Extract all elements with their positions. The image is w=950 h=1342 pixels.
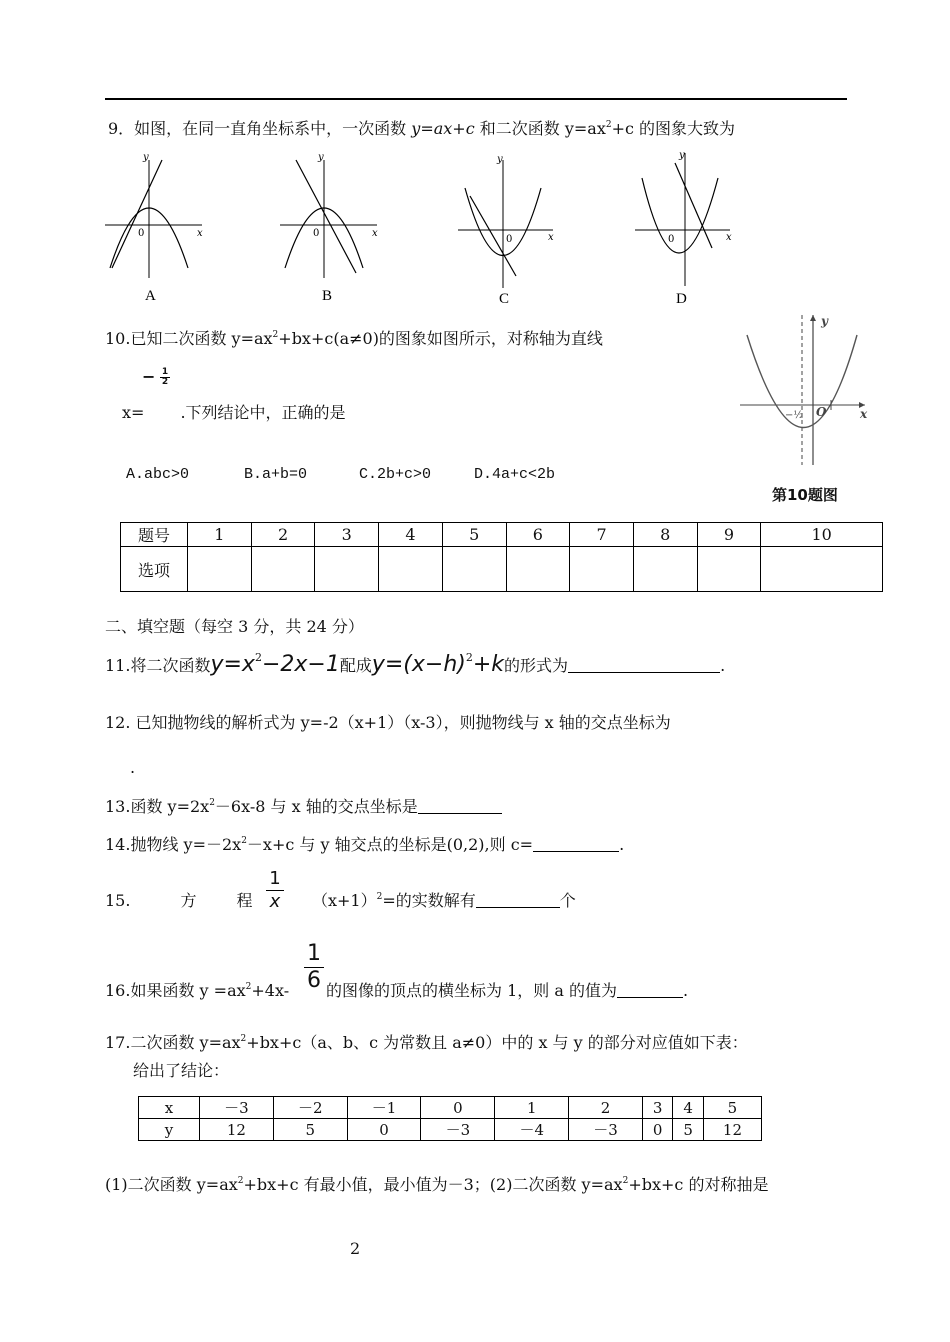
q14-answer-blank[interactable] bbox=[533, 835, 619, 852]
svg-text:−½: −½ bbox=[785, 410, 804, 421]
q13-text: 13.函数 $y=2x^2-6x-8$ 与 x 轴的交点坐标是 bbox=[105, 796, 502, 818]
answer-table bbox=[120, 522, 883, 592]
q16-text-rest: 的图像的顶点的横坐标为 1，则 a 的值为 . bbox=[326, 981, 689, 1000]
q9-option-graphs bbox=[100, 148, 740, 313]
q11-text: 11.将二次函数$y=x^2-2x-1$配成$y=(x-h)^2+k$的形式为 . bbox=[105, 651, 726, 677]
svg-text:y: y bbox=[143, 152, 149, 163]
option-c-graph bbox=[458, 154, 554, 307]
q17-y-row: y 12 5 0 －3 －4 －3 0 5 12 bbox=[139, 1119, 762, 1141]
option-b-graph bbox=[280, 152, 378, 304]
section2-title: 二、填空题（每空 3 分，共 24 分） bbox=[105, 617, 364, 636]
q17-x-row: x －3 －2 －1 0 1 2 3 4 5 bbox=[139, 1097, 762, 1119]
q17-value-table bbox=[138, 1096, 762, 1141]
q10-fraction: − 1 2 bbox=[142, 367, 169, 387]
option-b-label: B bbox=[322, 288, 333, 304]
option-a-label: A bbox=[145, 288, 156, 304]
svg-text:y: y bbox=[821, 314, 828, 328]
q11-answer-blank[interactable] bbox=[568, 656, 720, 673]
option-c-label: C bbox=[499, 291, 510, 307]
option-d-label: D bbox=[676, 291, 687, 307]
q14-text: 14.抛物线 $y=-2x^2-x+c$ 与 y 轴交点的坐标是(0,2),则 c= . bbox=[105, 835, 625, 854]
q12-end: . bbox=[130, 758, 136, 777]
q15-text: 15. 方 程 bbox=[105, 891, 253, 910]
svg-text:y: y bbox=[497, 154, 503, 165]
svg-text:y: y bbox=[679, 150, 685, 161]
svg-text:x: x bbox=[372, 228, 378, 239]
svg-text:0: 0 bbox=[138, 228, 145, 239]
svg-text:0: 0 bbox=[313, 228, 320, 239]
q10-figure bbox=[735, 310, 875, 475]
svg-text:x: x bbox=[726, 232, 732, 243]
q9-text: 9．如图，在同一直角坐标系中，一次函数 y=ax+c 和二次函数 $y=ax^2+c$ 的图象大致为 bbox=[108, 119, 736, 138]
option-a-graph bbox=[105, 152, 203, 304]
q10-figure-caption: 第10题图 bbox=[772, 486, 838, 504]
answer-table-option-row: 选项 bbox=[121, 547, 883, 592]
q16-text: 16.如果函数 $y =ax^2+4x-$ bbox=[105, 981, 290, 1000]
q16-fraction: 1 6 bbox=[304, 941, 324, 994]
q17-conclusion: (1)二次函数 $y=ax^2+bx+c$ 有最小值，最小值为－3；(2)二次函数 $y=ax^2+bx+c$ 的对称抽是 bbox=[105, 1175, 769, 1194]
svg-text:x: x bbox=[860, 407, 868, 421]
header-rule bbox=[105, 98, 847, 100]
q12-text: 12. 已知抛物线的解析式为 y=-2（x+1）（x-3），则抛物线与 x 轴的交点坐标为 bbox=[105, 713, 671, 732]
q10-text-line1: 10.已知二次函数 $y=ax^2+bx+c(a\ne 0)$的图象如图所示，对称轴为直线 bbox=[105, 329, 603, 348]
q17-text-line1: 17.二次函数 $y=ax^2+bx+c(a$、b、c 为常数且 a≠0）中的 x 与 y 的部分对应值如下表： bbox=[105, 1033, 748, 1052]
svg-text:x: x bbox=[548, 232, 554, 243]
q13-answer-blank[interactable] bbox=[418, 797, 502, 814]
q15-fraction: 1 x bbox=[266, 868, 284, 913]
answer-table-header-row: 题号 1 2 3 4 5 6 7 8 9 10 bbox=[121, 523, 883, 547]
q15-answer-blank[interactable] bbox=[476, 891, 560, 908]
svg-text:0: 0 bbox=[506, 234, 513, 245]
q10-choices: A.abc>0 B.a+b=0 C.2b+c>0 D.4a+c<2b bbox=[126, 466, 556, 483]
svg-text:y: y bbox=[318, 152, 324, 163]
page-number: 2 bbox=[350, 1239, 361, 1258]
q17-text-line2: 给出了结论： bbox=[133, 1061, 230, 1080]
svg-text:x: x bbox=[197, 228, 203, 239]
svg-text:0: 0 bbox=[668, 234, 675, 245]
q10-text-line2: x= .下列结论中，正确的是 bbox=[122, 403, 346, 422]
svg-text:O: O bbox=[816, 405, 827, 419]
q15-text-rest: $(x+1)^2=$的实数解有 个 bbox=[312, 891, 576, 910]
q16-answer-blank[interactable] bbox=[617, 981, 683, 998]
option-d-graph bbox=[635, 150, 732, 307]
